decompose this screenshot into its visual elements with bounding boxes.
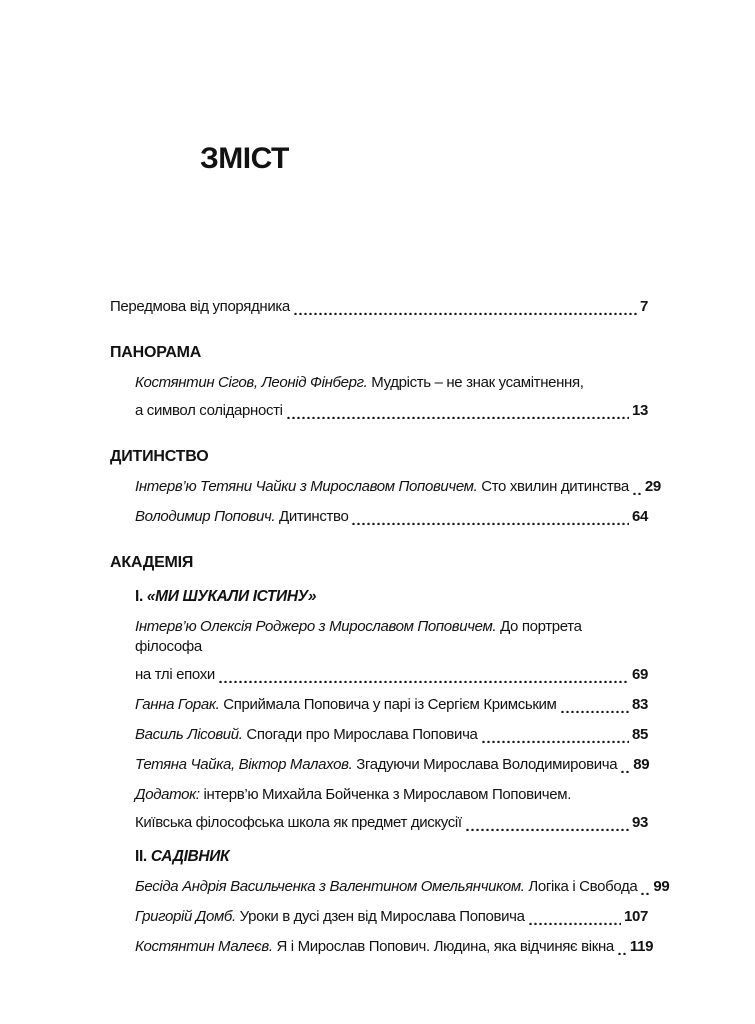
page-number: 119 xyxy=(629,938,654,955)
entry-author: Інтерв’ю Олексія Роджеро з Мирославом Поповичем. xyxy=(135,618,497,635)
entry-continuation: на тлі епохи xyxy=(135,666,215,683)
page-number: 93 xyxy=(632,814,648,831)
toc-entry-line2 xyxy=(110,401,648,421)
page-number: 107 xyxy=(624,908,648,925)
entry-text: Сто хвилин дитинства xyxy=(477,478,629,495)
entry-text-group xyxy=(135,695,557,715)
page-number: 13 xyxy=(632,402,648,419)
entry-author: Володимир Попович. xyxy=(135,508,276,525)
dot-leader xyxy=(465,827,629,831)
entry-text-group xyxy=(135,725,478,745)
subsection-heading xyxy=(110,847,648,867)
dot-leader xyxy=(481,739,629,743)
page-title: ЗМІСТ xyxy=(200,142,289,175)
entry-text: Сприймала Поповича у парі із Сергієм Кримським xyxy=(219,696,557,713)
table-of-contents xyxy=(110,297,670,957)
page-number: 99 xyxy=(653,878,670,895)
entry-author: Костянтин Сігов, Леонід Фінберг. xyxy=(135,374,368,391)
entry-text: Мудрість – не знак усамітнення, xyxy=(367,374,584,391)
entry-text-group xyxy=(135,877,637,897)
page-number: 69 xyxy=(632,666,648,683)
entry-text-group xyxy=(135,907,525,927)
dot-leader xyxy=(286,415,629,419)
toc-entry xyxy=(110,725,648,745)
entry-text-group xyxy=(135,477,629,497)
dot-leader xyxy=(560,709,629,713)
entry-continuation: Київська філософська школа як предмет дискусії xyxy=(135,814,462,831)
toc-entry xyxy=(110,297,648,317)
dot-leader xyxy=(293,311,637,315)
entry-text: До портрета філософа xyxy=(135,618,582,655)
dot-leader xyxy=(620,769,630,773)
entry-text: Логіка і Свобода xyxy=(524,878,638,895)
entry-continuation: а символ солідарності xyxy=(135,402,283,419)
dot-leader xyxy=(617,951,627,955)
toc-entry xyxy=(110,755,648,775)
entry-author: Тетяна Чайка, Віктор Малахов. xyxy=(135,756,353,773)
subsection-label: САДІВНИК xyxy=(150,848,230,865)
dot-leader xyxy=(528,921,621,925)
subsection-heading xyxy=(110,587,648,607)
dot-leader xyxy=(351,521,629,525)
page-number: 29 xyxy=(644,478,661,495)
subsection-number: І. xyxy=(135,588,143,605)
dot-leader xyxy=(640,891,650,895)
toc-entry xyxy=(110,907,648,927)
section-heading: АКАДЕМІЯ xyxy=(110,554,194,571)
toc-entry xyxy=(110,507,648,527)
entry-text: Згадуючи Мирослава Володимировича xyxy=(352,756,618,773)
entry-text: Передмова від упорядника xyxy=(110,298,290,315)
toc-entry xyxy=(110,477,661,497)
section-heading: ПАНОРАМА xyxy=(110,344,202,361)
toc-entry-line1 xyxy=(110,785,648,805)
entry-text: Дитинство xyxy=(275,508,349,525)
toc-entry-line2 xyxy=(110,665,648,685)
subsection-number: ІІ. xyxy=(135,848,147,865)
toc-entry xyxy=(110,695,648,715)
entry-author: Григорій Домб. xyxy=(135,908,236,925)
page-number: 83 xyxy=(632,696,648,713)
entry-text-group xyxy=(135,937,614,957)
entry-author: Костянтин Малеєв. xyxy=(135,938,273,955)
entry-author: Інтерв’ю Тетяни Чайки з Мирославом Поповичем. xyxy=(135,478,478,495)
entry-author: Бесіда Андрія Васильченка з Валентином Омельянчиком. xyxy=(135,878,525,895)
toc-entry-line1 xyxy=(110,617,648,657)
entry-author: Додаток: xyxy=(135,786,200,803)
section-heading: ДИТИНСТВО xyxy=(110,448,209,465)
page-number: 7 xyxy=(640,298,648,315)
toc-entry xyxy=(110,877,670,897)
subsection-label: «МИ ШУКАЛИ ІСТИНУ» xyxy=(146,588,317,605)
entry-text: інтерв’ю Михайла Бойченка з Мирославом Поповичем. xyxy=(199,786,572,803)
page-number: 64 xyxy=(632,508,648,525)
dot-leader xyxy=(218,679,629,683)
toc-entry-line1 xyxy=(110,373,648,393)
entry-text: Спогади про Мирослава Поповича xyxy=(242,726,478,743)
entry-text-group xyxy=(135,755,617,775)
entry-text-group xyxy=(135,507,348,527)
entry-text: Я і Мирослав Попович. Людина, яка відчиняє вікна xyxy=(272,938,614,955)
toc-entry-line2 xyxy=(110,813,648,833)
page-number: 89 xyxy=(633,756,650,773)
page-number: 85 xyxy=(632,726,648,743)
toc-entry xyxy=(110,937,654,957)
entry-author: Ганна Горак. xyxy=(135,696,220,713)
dot-leader xyxy=(632,491,642,495)
entry-author: Василь Лісовий. xyxy=(135,726,243,743)
entry-text: Уроки в дусі дзен від Мирослава Поповича xyxy=(235,908,525,925)
